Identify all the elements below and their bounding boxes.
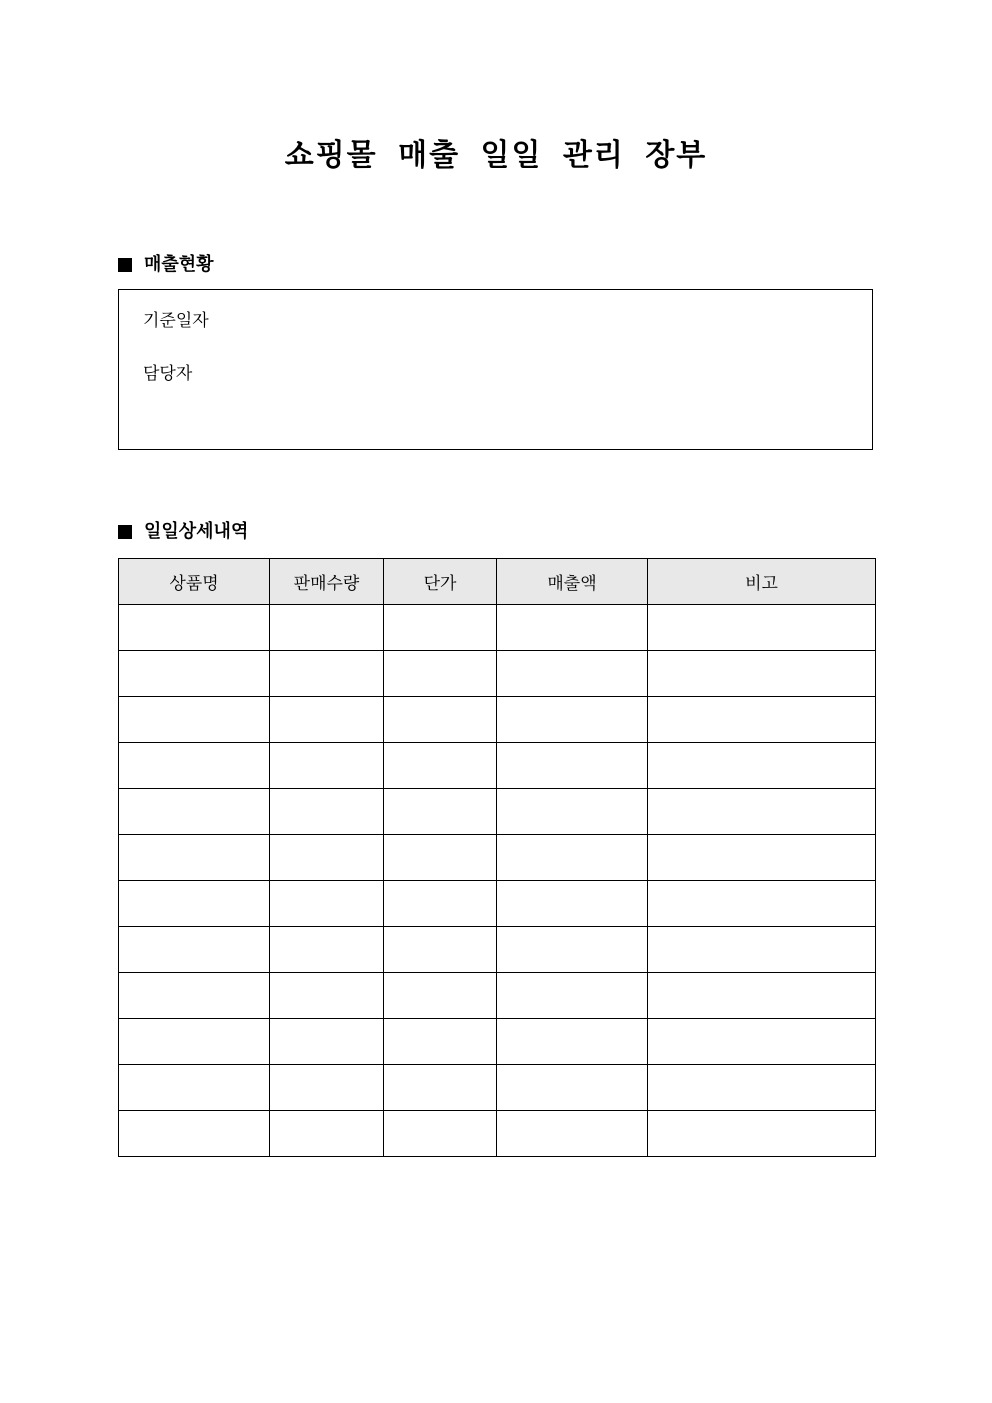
table-row bbox=[119, 651, 876, 697]
sales-amount-cell[interactable] bbox=[497, 973, 648, 1019]
sales-amount-cell[interactable] bbox=[497, 881, 648, 927]
unit-price-cell[interactable] bbox=[384, 789, 497, 835]
unit-price-cell[interactable] bbox=[384, 927, 497, 973]
remarks-cell[interactable] bbox=[648, 1019, 876, 1065]
quantity-cell[interactable] bbox=[270, 605, 384, 651]
unit-price-cell[interactable] bbox=[384, 1065, 497, 1111]
square-bullet-icon bbox=[118, 258, 132, 272]
remarks-cell[interactable] bbox=[648, 651, 876, 697]
table-row bbox=[119, 881, 876, 927]
unit-price-cell[interactable] bbox=[384, 605, 497, 651]
quantity-cell[interactable] bbox=[270, 651, 384, 697]
remarks-cell[interactable] bbox=[648, 927, 876, 973]
unit-price-cell[interactable] bbox=[384, 697, 497, 743]
product-name-cell[interactable] bbox=[119, 927, 270, 973]
column-header-sales-amount: 매출액 bbox=[497, 559, 648, 605]
quantity-cell[interactable] bbox=[270, 1019, 384, 1065]
quantity-cell[interactable] bbox=[270, 881, 384, 927]
column-header-remarks: 비고 bbox=[648, 559, 876, 605]
detail-section-heading bbox=[118, 520, 248, 544]
remarks-cell[interactable] bbox=[648, 835, 876, 881]
product-name-cell[interactable] bbox=[119, 1111, 270, 1157]
unit-price-cell[interactable] bbox=[384, 651, 497, 697]
product-name-cell[interactable] bbox=[119, 697, 270, 743]
unit-price-cell[interactable] bbox=[384, 743, 497, 789]
product-name-cell[interactable] bbox=[119, 605, 270, 651]
table-row bbox=[119, 1111, 876, 1157]
table-row bbox=[119, 835, 876, 881]
table-header-row bbox=[119, 559, 876, 605]
quantity-cell[interactable] bbox=[270, 973, 384, 1019]
column-header-quantity: 판매수량 bbox=[270, 559, 384, 605]
table-row bbox=[119, 605, 876, 651]
column-header-product-name: 상품명 bbox=[119, 559, 270, 605]
sales-amount-cell[interactable] bbox=[497, 743, 648, 789]
remarks-cell[interactable] bbox=[648, 743, 876, 789]
quantity-cell[interactable] bbox=[270, 1111, 384, 1157]
sales-amount-cell[interactable] bbox=[497, 697, 648, 743]
quantity-cell[interactable] bbox=[270, 927, 384, 973]
remarks-cell[interactable] bbox=[648, 697, 876, 743]
product-name-cell[interactable] bbox=[119, 743, 270, 789]
table-row bbox=[119, 743, 876, 789]
remarks-cell[interactable] bbox=[648, 1065, 876, 1111]
product-name-cell[interactable] bbox=[119, 1019, 270, 1065]
table-row bbox=[119, 1019, 876, 1065]
remarks-cell[interactable] bbox=[648, 881, 876, 927]
sales-amount-cell[interactable] bbox=[497, 1065, 648, 1111]
sales-amount-cell[interactable] bbox=[497, 789, 648, 835]
product-name-cell[interactable] bbox=[119, 973, 270, 1019]
square-bullet-icon bbox=[118, 525, 132, 539]
sales-amount-cell[interactable] bbox=[497, 927, 648, 973]
product-name-cell[interactable] bbox=[119, 881, 270, 927]
table-row bbox=[119, 1065, 876, 1111]
daily-detail-table bbox=[118, 558, 876, 1157]
remarks-cell[interactable] bbox=[648, 1111, 876, 1157]
page-title: 쇼핑몰 매출 일일 관리 장부 bbox=[284, 138, 708, 173]
unit-price-cell[interactable] bbox=[384, 973, 497, 1019]
unit-price-cell[interactable] bbox=[384, 1019, 497, 1065]
product-name-cell[interactable] bbox=[119, 789, 270, 835]
table-row bbox=[119, 927, 876, 973]
sales-amount-cell[interactable] bbox=[497, 651, 648, 697]
product-name-cell[interactable] bbox=[119, 1065, 270, 1111]
summary-heading-label: 매출현황 bbox=[144, 254, 214, 275]
manager-label: 담당자 bbox=[143, 364, 193, 384]
sales-amount-cell[interactable] bbox=[497, 605, 648, 651]
manager-field bbox=[143, 363, 212, 385]
sales-amount-cell[interactable] bbox=[497, 1019, 648, 1065]
summary-box bbox=[118, 289, 873, 450]
unit-price-cell[interactable] bbox=[384, 1111, 497, 1157]
quantity-cell[interactable] bbox=[270, 835, 384, 881]
quantity-cell[interactable] bbox=[270, 789, 384, 835]
reference-date-field bbox=[143, 310, 229, 332]
remarks-cell[interactable] bbox=[648, 789, 876, 835]
sales-amount-cell[interactable] bbox=[497, 1111, 648, 1157]
column-header-unit-price: 단가 bbox=[384, 559, 497, 605]
unit-price-cell[interactable] bbox=[384, 881, 497, 927]
table-row bbox=[119, 973, 876, 1019]
table-row bbox=[119, 789, 876, 835]
quantity-cell[interactable] bbox=[270, 743, 384, 789]
reference-date-label: 기준일자 bbox=[143, 311, 209, 331]
quantity-cell[interactable] bbox=[270, 1065, 384, 1111]
sales-amount-cell[interactable] bbox=[497, 835, 648, 881]
product-name-cell[interactable] bbox=[119, 835, 270, 881]
detail-heading-label: 일일상세내역 bbox=[144, 521, 249, 542]
summary-section-heading bbox=[118, 253, 214, 277]
product-name-cell[interactable] bbox=[119, 651, 270, 697]
remarks-cell[interactable] bbox=[648, 973, 876, 1019]
table-body bbox=[119, 605, 876, 1157]
unit-price-cell[interactable] bbox=[384, 835, 497, 881]
remarks-cell[interactable] bbox=[648, 605, 876, 651]
table-row bbox=[119, 697, 876, 743]
quantity-cell[interactable] bbox=[270, 697, 384, 743]
